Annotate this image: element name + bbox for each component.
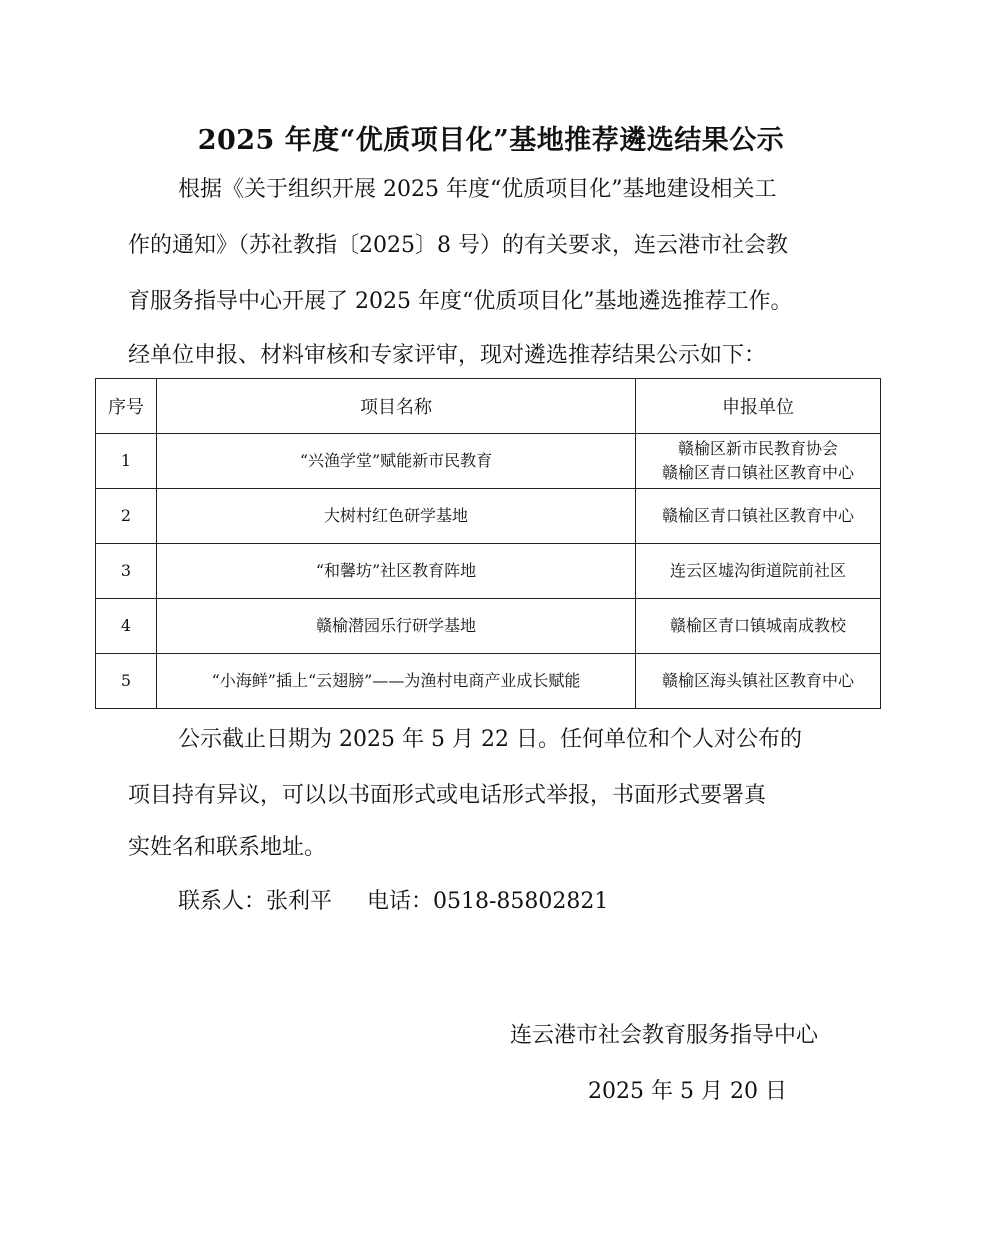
cell-unit: 赣榆区青口镇城南成教校 xyxy=(636,599,881,654)
intro-line-3: 育服务指导中心开展了 2025 年度“优质项目化”基地遴选推荐工作。 xyxy=(128,289,793,314)
cell-unit: 赣榆区海头镇社区教育中心 xyxy=(636,654,881,709)
cell-no: 5 xyxy=(96,654,157,709)
cell-no: 1 xyxy=(96,434,157,489)
cell-project-name: 大树村红色研学基地 xyxy=(157,489,636,544)
cell-unit-line-2: 赣榆区青口镇社区教育中心 xyxy=(661,463,854,482)
notice-line-3: 实姓名和联系地址。 xyxy=(128,835,327,860)
table-header-row xyxy=(96,379,881,434)
notice-line-2: 项目持有异议，可以以书面形式或电话形式举报，书面形式要署真 xyxy=(128,783,767,808)
header-no: 序号 xyxy=(96,379,157,434)
cell-project-name: “小海鲜”插上“云翅膀”——为渔村电商产业成长赋能 xyxy=(157,654,636,709)
cell-unit: 连云区墟沟街道院前社区 xyxy=(636,544,881,599)
cell-unit xyxy=(636,434,881,489)
table-row xyxy=(96,544,881,599)
intro-line-4: 经单位申报、材料审核和专家评审，现对遴选推荐结果公示如下： xyxy=(128,343,767,368)
cell-project-name: “和馨坊”社区教育阵地 xyxy=(157,544,636,599)
signature-date: 2025 年 5 月 20 日 xyxy=(588,1079,787,1104)
table-row xyxy=(96,599,881,654)
notice-line-1: 公示截止日期为 2025 年 5 月 22 日。任何单位和个人对公布的 xyxy=(178,727,802,752)
intro-line-2: 作的通知》（苏社教指〔2025〕8 号）的有关要求，连云港市社会教 xyxy=(128,233,788,258)
cell-project-name: 赣榆潜园乐行研学基地 xyxy=(157,599,636,654)
results-table xyxy=(95,378,881,709)
contact-info: 联系人：张利平 电话：0518-85802821 xyxy=(178,889,609,914)
cell-no: 4 xyxy=(96,599,157,654)
cell-no: 2 xyxy=(96,489,157,544)
intro-line-1: 根据《关于组织开展 2025 年度“优质项目化”基地建设相关工 xyxy=(178,177,777,202)
cell-unit-line-1: 赣榆区新市民教育协会 xyxy=(677,439,838,458)
page-title: 2025 年度“优质项目化”基地推荐遴选结果公示 xyxy=(197,125,785,156)
table-row xyxy=(96,654,881,709)
cell-project-name: “兴渔学堂”赋能新市民教育 xyxy=(157,434,636,489)
cell-unit: 赣榆区青口镇社区教育中心 xyxy=(636,489,881,544)
header-project-name: 项目名称 xyxy=(157,379,636,434)
table-row xyxy=(96,489,881,544)
table-row xyxy=(96,434,881,489)
header-unit: 申报单位 xyxy=(636,379,881,434)
cell-no: 3 xyxy=(96,544,157,599)
signature-org: 连云港市社会教育服务指导中心 xyxy=(510,1023,819,1048)
